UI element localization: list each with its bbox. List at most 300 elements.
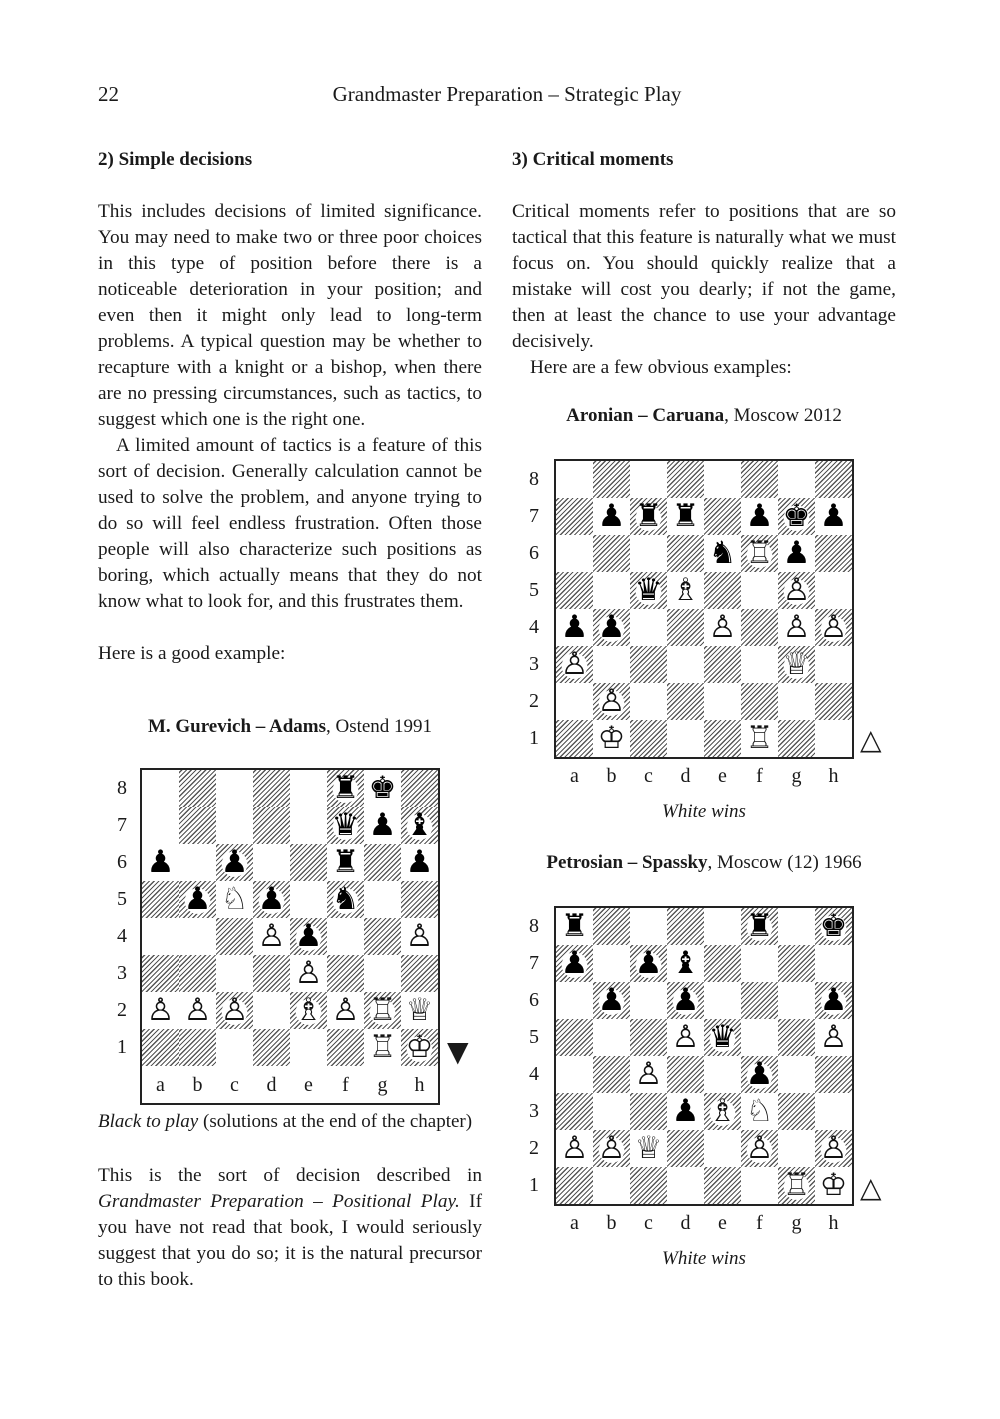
black-knight-icon: ♞ bbox=[708, 535, 737, 571]
file-label: g bbox=[791, 765, 802, 787]
square-a7 bbox=[556, 945, 593, 982]
square-b1 bbox=[216, 1029, 253, 1066]
square-a8 bbox=[556, 461, 593, 498]
square-b2 bbox=[593, 1130, 630, 1167]
file-label: c bbox=[644, 765, 653, 787]
square-b4 bbox=[593, 1056, 630, 1093]
square-c5 bbox=[630, 1019, 667, 1056]
square-d4 bbox=[667, 609, 704, 646]
square-d5 bbox=[667, 1019, 704, 1056]
square-b7 bbox=[593, 498, 630, 535]
square-e5 bbox=[704, 572, 741, 609]
white-pawn-icon: ♙ bbox=[782, 572, 811, 608]
square-c3 bbox=[630, 646, 667, 683]
file-label: e bbox=[718, 765, 727, 787]
square-c6 bbox=[253, 844, 290, 881]
chess-board-aronian-caruana bbox=[554, 459, 854, 759]
square-g7 bbox=[401, 807, 438, 844]
black-king-icon: ♚ bbox=[368, 770, 397, 806]
black-rook-icon: ♜ bbox=[560, 908, 589, 944]
square-g7 bbox=[778, 945, 815, 982]
square-g1 bbox=[778, 720, 815, 757]
black-pawn-icon: ♟ bbox=[634, 945, 663, 981]
square-h6 bbox=[815, 535, 852, 572]
black-queen-icon: ♛ bbox=[331, 807, 360, 843]
verdict-note: (solutions at the end of the chapter) bbox=[198, 1111, 473, 1132]
square-f5 bbox=[741, 1019, 778, 1056]
file-label: d bbox=[680, 1212, 691, 1234]
game-caption bbox=[512, 405, 896, 427]
square-f8 bbox=[741, 908, 778, 945]
square-b8 bbox=[593, 461, 630, 498]
square-c4 bbox=[630, 1056, 667, 1093]
square-h4 bbox=[815, 609, 852, 646]
paragraph: A limited amount of tactics is a feature of this sort of decision. Generally calculation cannot be used to solve the problem, and anyone trying to do so will feel endless frustration. Often those people will also characterize such positions as boring, which actually means that they do not know what to look for, and this frustrates them. bbox=[98, 435, 482, 612]
square-d8 bbox=[253, 770, 290, 807]
black-pawn-icon: ♟ bbox=[745, 1056, 774, 1092]
black-pawn-icon: ♟ bbox=[405, 844, 434, 880]
rank-label: 8 bbox=[529, 915, 539, 937]
black-pawn-icon: ♟ bbox=[560, 945, 589, 981]
square-a2 bbox=[556, 683, 593, 720]
black-rook-icon: ♜ bbox=[331, 844, 360, 880]
file-label: b bbox=[606, 765, 617, 787]
square-c6 bbox=[630, 982, 667, 1019]
black-pawn-icon: ♟ bbox=[671, 982, 700, 1018]
rank-label: 3 bbox=[529, 653, 539, 675]
square-f5 bbox=[364, 881, 401, 918]
white-pawn-icon: ♙ bbox=[819, 609, 848, 645]
white-rook-icon: ♖ bbox=[368, 1029, 397, 1065]
square-g5 bbox=[778, 1019, 815, 1056]
square-a4 bbox=[556, 1056, 593, 1093]
black-pawn-icon: ♟ bbox=[597, 609, 626, 645]
black-pawn-icon: ♟ bbox=[745, 498, 774, 534]
game-players: Petrosian – Spassky bbox=[546, 852, 708, 873]
paragraph: Here is a good example: bbox=[98, 643, 286, 664]
rank-label: 6 bbox=[529, 989, 539, 1011]
white-pawn-icon: ♙ bbox=[405, 918, 434, 954]
white-bishop-icon: ♗ bbox=[671, 572, 700, 608]
square-g2 bbox=[401, 992, 438, 1029]
board-verdict: White wins bbox=[662, 1248, 746, 1269]
square-e6 bbox=[704, 535, 741, 572]
square-d1 bbox=[667, 720, 704, 757]
square-c8 bbox=[630, 461, 667, 498]
square-f6 bbox=[741, 982, 778, 1019]
square-c2 bbox=[630, 1130, 667, 1167]
file-label: f bbox=[756, 765, 763, 787]
running-title: Grandmaster Preparation – Strategic Play bbox=[332, 82, 682, 106]
square-g4 bbox=[778, 609, 815, 646]
right-column bbox=[512, 147, 896, 381]
square-h2 bbox=[142, 1029, 179, 1066]
game-caption bbox=[512, 852, 896, 874]
game-players: Aronian – Caruana bbox=[566, 405, 725, 426]
rank-label: 8 bbox=[529, 468, 539, 490]
black-rook-icon: ♜ bbox=[671, 498, 700, 534]
square-g8 bbox=[778, 461, 815, 498]
rank-label: 3 bbox=[117, 962, 127, 984]
file-label: a bbox=[570, 765, 579, 787]
square-e2 bbox=[327, 992, 364, 1029]
square-g7 bbox=[778, 498, 815, 535]
square-g3 bbox=[778, 646, 815, 683]
square-g2 bbox=[778, 1130, 815, 1167]
square-d6 bbox=[290, 844, 327, 881]
white-pawn-icon: ♙ bbox=[597, 683, 626, 719]
square-undefined8 bbox=[142, 807, 179, 844]
rank-label: 3 bbox=[529, 1100, 539, 1122]
square-h2 bbox=[815, 683, 852, 720]
square-e2 bbox=[704, 683, 741, 720]
file-label: a bbox=[156, 1074, 165, 1096]
game-event: , Ostend 1991 bbox=[325, 716, 433, 737]
file-label: c bbox=[644, 1212, 653, 1234]
game-caption bbox=[98, 716, 482, 738]
square-e2 bbox=[704, 1130, 741, 1167]
board-verdict: White wins bbox=[662, 801, 746, 822]
square-a4 bbox=[179, 918, 216, 955]
square-c1 bbox=[630, 1167, 667, 1204]
square-d2 bbox=[667, 683, 704, 720]
square-e5 bbox=[704, 1019, 741, 1056]
verdict-italic: Black to play bbox=[98, 1111, 199, 1132]
square-e3 bbox=[704, 646, 741, 683]
square-g6 bbox=[401, 844, 438, 881]
square-h7 bbox=[815, 498, 852, 535]
rank-label: 7 bbox=[529, 505, 539, 527]
rank-label: 7 bbox=[529, 952, 539, 974]
file-label: c bbox=[230, 1074, 239, 1096]
square-b8 bbox=[179, 770, 216, 807]
square-h3 bbox=[815, 646, 852, 683]
text-run: This is the sort of decision described in bbox=[98, 1165, 482, 1186]
white-pawn-icon: ♙ bbox=[782, 609, 811, 645]
black-rook-icon: ♜ bbox=[634, 498, 663, 534]
rank-label: 1 bbox=[117, 1036, 127, 1058]
square-e8 bbox=[704, 908, 741, 945]
rank-label: 1 bbox=[529, 1174, 539, 1196]
square-b1 bbox=[593, 1167, 630, 1204]
square-b7 bbox=[216, 807, 253, 844]
white-pawn-icon: ♙ bbox=[560, 646, 589, 682]
black-pawn-icon: ♟ bbox=[819, 982, 848, 1018]
square-e8 bbox=[290, 770, 327, 807]
rank-label: 5 bbox=[529, 1026, 539, 1048]
paragraph: Here are a few obvious examples: bbox=[530, 357, 792, 378]
black-to-move-icon: ▼ bbox=[447, 1035, 469, 1068]
square-a1 bbox=[179, 1029, 216, 1066]
square-f1 bbox=[741, 1167, 778, 1204]
square-b2 bbox=[216, 992, 253, 1029]
black-rook-icon: ♜ bbox=[745, 908, 774, 944]
square-h5 bbox=[815, 1019, 852, 1056]
black-pawn-icon: ♟ bbox=[368, 807, 397, 843]
white-pawn-icon: ♙ bbox=[819, 1019, 848, 1055]
rank-label: 4 bbox=[529, 1063, 539, 1085]
paragraph: This includes decisions of limited significance. You may need to make two or three poor choices in this type of position before there is a noticeable deterioration in your position; and even then it might only lead to long-term problems. A typical question may be whether to recapture with a knight or a bishop, when there are no pressing circumstances, such as tactics, to suggest which one is the right one. bbox=[98, 201, 482, 430]
text-run: If you have not read that book, I would seriously suggest that you do so; it is the natural precursor to this book. bbox=[98, 1191, 482, 1290]
square-c4 bbox=[253, 918, 290, 955]
square-e7 bbox=[704, 498, 741, 535]
rank-label: 2 bbox=[529, 1137, 539, 1159]
square-e8 bbox=[704, 461, 741, 498]
square-c2 bbox=[630, 683, 667, 720]
square-d1 bbox=[667, 1167, 704, 1204]
black-bishop-icon: ♝ bbox=[405, 807, 434, 843]
square-f7 bbox=[741, 498, 778, 535]
square-b6 bbox=[593, 535, 630, 572]
square-f4 bbox=[364, 918, 401, 955]
square-a4 bbox=[556, 609, 593, 646]
black-king-icon: ♚ bbox=[782, 498, 811, 534]
square-g8 bbox=[364, 770, 401, 807]
black-rook-icon: ♜ bbox=[331, 770, 360, 806]
square-c4 bbox=[630, 609, 667, 646]
black-pawn-icon: ♟ bbox=[220, 844, 249, 880]
square-b4 bbox=[593, 609, 630, 646]
rank-label: 2 bbox=[117, 999, 127, 1021]
square-g3 bbox=[401, 955, 438, 992]
white-pawn-icon: ♙ bbox=[294, 955, 323, 991]
white-pawn-icon: ♙ bbox=[560, 1130, 589, 1166]
square-c8 bbox=[216, 770, 253, 807]
white-pawn-icon: ♙ bbox=[257, 918, 286, 954]
square-a6 bbox=[556, 535, 593, 572]
black-pawn-icon: ♟ bbox=[294, 918, 323, 954]
black-king-icon: ♚ bbox=[819, 908, 848, 944]
white-to-move-icon: △ bbox=[860, 723, 882, 756]
square-e1 bbox=[704, 1167, 741, 1204]
rank-label: 4 bbox=[117, 925, 127, 947]
square-h7 bbox=[142, 844, 179, 881]
square-e3 bbox=[327, 955, 364, 992]
rank-label: 7 bbox=[117, 814, 127, 836]
rank-label: 6 bbox=[117, 851, 127, 873]
square-h4 bbox=[815, 1056, 852, 1093]
square-g6 bbox=[778, 535, 815, 572]
square-c5 bbox=[630, 572, 667, 609]
square-f1 bbox=[741, 720, 778, 757]
file-label: h bbox=[414, 1074, 425, 1096]
square-e4 bbox=[704, 1056, 741, 1093]
square-f8 bbox=[741, 461, 778, 498]
square-c2 bbox=[253, 992, 290, 1029]
white-queen-icon: ♕ bbox=[634, 1130, 663, 1166]
file-label: d bbox=[266, 1074, 277, 1096]
square-d4 bbox=[290, 918, 327, 955]
square-b8 bbox=[593, 908, 630, 945]
file-label: g bbox=[791, 1212, 802, 1234]
book-title: Grandmaster Preparation – Positional Play. bbox=[98, 1191, 460, 1212]
square-b3 bbox=[593, 1093, 630, 1130]
rank-label: 4 bbox=[529, 616, 539, 638]
white-bishop-icon: ♗ bbox=[708, 1093, 737, 1129]
square-f1 bbox=[364, 1029, 401, 1066]
square-e4 bbox=[327, 918, 364, 955]
black-pawn-icon: ♟ bbox=[183, 881, 212, 917]
black-pawn-icon: ♟ bbox=[560, 609, 589, 645]
rank-label: 2 bbox=[529, 690, 539, 712]
file-label: e bbox=[718, 1212, 727, 1234]
rank-label: 5 bbox=[529, 579, 539, 601]
square-e5 bbox=[327, 881, 364, 918]
game-players: M. Gurevich – Adams bbox=[147, 716, 326, 737]
square-h7 bbox=[815, 945, 852, 982]
white-knight-icon: ♘ bbox=[745, 1093, 774, 1129]
square-b5 bbox=[593, 1019, 630, 1056]
square-a1 bbox=[556, 1167, 593, 1204]
square-c7 bbox=[630, 945, 667, 982]
left-column-bottom bbox=[98, 1163, 482, 1293]
square-a5 bbox=[556, 1019, 593, 1056]
square-b5 bbox=[593, 572, 630, 609]
section-heading-simple-decisions: 2) Simple decisions bbox=[98, 149, 253, 170]
square-a5 bbox=[179, 881, 216, 918]
square-a6 bbox=[556, 982, 593, 1019]
white-pawn-icon: ♙ bbox=[708, 609, 737, 645]
square-a2 bbox=[556, 1130, 593, 1167]
square-h6 bbox=[142, 881, 179, 918]
file-label: f bbox=[342, 1074, 349, 1096]
square-g1 bbox=[778, 1167, 815, 1204]
file-label: b bbox=[606, 1212, 617, 1234]
square-b1 bbox=[593, 720, 630, 757]
square-a6 bbox=[179, 844, 216, 881]
white-rook-icon: ♖ bbox=[745, 535, 774, 571]
square-f3 bbox=[364, 955, 401, 992]
chess-board-gurevich-adams bbox=[140, 768, 440, 1105]
square-e4 bbox=[704, 609, 741, 646]
square-e1 bbox=[327, 1029, 364, 1066]
square-a2 bbox=[179, 992, 216, 1029]
square-g6 bbox=[778, 982, 815, 1019]
square-c8 bbox=[630, 908, 667, 945]
black-pawn-icon: ♟ bbox=[782, 535, 811, 571]
square-g8 bbox=[778, 908, 815, 945]
black-bishop-icon: ♝ bbox=[671, 945, 700, 981]
white-rook-icon: ♖ bbox=[368, 992, 397, 1028]
white-pawn-icon: ♙ bbox=[745, 1130, 774, 1166]
square-a5 bbox=[556, 572, 593, 609]
square-a8 bbox=[142, 770, 179, 807]
square-a3 bbox=[179, 955, 216, 992]
rank-label: 5 bbox=[117, 888, 127, 910]
square-h5 bbox=[142, 918, 179, 955]
square-d3 bbox=[667, 1093, 704, 1130]
square-g5 bbox=[778, 572, 815, 609]
square-d2 bbox=[290, 992, 327, 1029]
square-e6 bbox=[327, 844, 364, 881]
square-c5 bbox=[253, 881, 290, 918]
square-c3 bbox=[630, 1093, 667, 1130]
white-queen-icon: ♕ bbox=[405, 992, 434, 1028]
square-a3 bbox=[556, 646, 593, 683]
square-b3 bbox=[216, 955, 253, 992]
black-pawn-icon: ♟ bbox=[597, 498, 626, 534]
black-pawn-icon: ♟ bbox=[819, 498, 848, 534]
white-pawn-icon: ♙ bbox=[220, 992, 249, 1028]
square-d1 bbox=[290, 1029, 327, 1066]
square-g4 bbox=[401, 918, 438, 955]
black-pawn-icon: ♟ bbox=[597, 982, 626, 1018]
square-d8 bbox=[667, 461, 704, 498]
game-event: , Moscow (12) 1966 bbox=[707, 852, 862, 873]
square-f2 bbox=[364, 992, 401, 1029]
square-f3 bbox=[741, 646, 778, 683]
square-f4 bbox=[741, 1056, 778, 1093]
section-heading-critical-moments: 3) Critical moments bbox=[512, 149, 674, 170]
white-to-move-icon: △ bbox=[860, 1171, 882, 1204]
square-c7 bbox=[253, 807, 290, 844]
square-c1 bbox=[630, 720, 667, 757]
square-a7 bbox=[556, 498, 593, 535]
square-c6 bbox=[630, 535, 667, 572]
square-e7 bbox=[327, 807, 364, 844]
paragraph: Critical moments refer to positions that are so tactical that this feature is naturally what we must focus on. You should quickly realize that a mistake will cost you dearly; if not the game, then at least the chance to use your advantage decisively. bbox=[512, 201, 896, 352]
square-b6 bbox=[593, 982, 630, 1019]
square-g5 bbox=[401, 881, 438, 918]
page-number: 22 bbox=[98, 82, 119, 106]
square-g4 bbox=[778, 1056, 815, 1093]
square-d7 bbox=[290, 807, 327, 844]
square-c3 bbox=[253, 955, 290, 992]
file-label: h bbox=[828, 1212, 839, 1234]
square-d5 bbox=[290, 881, 327, 918]
square-d4 bbox=[667, 1056, 704, 1093]
square-e6 bbox=[704, 982, 741, 1019]
square-c1 bbox=[253, 1029, 290, 1066]
file-label: h bbox=[828, 765, 839, 787]
square-b2 bbox=[593, 683, 630, 720]
file-label: d bbox=[680, 765, 691, 787]
square-h1 bbox=[815, 720, 852, 757]
square-g3 bbox=[778, 1093, 815, 1130]
white-queen-icon: ♕ bbox=[782, 646, 811, 682]
black-pawn-icon: ♟ bbox=[257, 881, 286, 917]
white-pawn-icon: ♙ bbox=[146, 992, 175, 1028]
square-d7 bbox=[667, 498, 704, 535]
square-h8 bbox=[815, 908, 852, 945]
file-label: e bbox=[304, 1074, 313, 1096]
square-e3 bbox=[704, 1093, 741, 1130]
square-h5 bbox=[815, 572, 852, 609]
square-h3 bbox=[815, 1093, 852, 1130]
square-f6 bbox=[741, 535, 778, 572]
rank-label: 1 bbox=[529, 727, 539, 749]
square-h2 bbox=[815, 1130, 852, 1167]
square-d6 bbox=[667, 982, 704, 1019]
square-e1 bbox=[704, 720, 741, 757]
square-f6 bbox=[364, 844, 401, 881]
white-pawn-icon: ♙ bbox=[597, 1130, 626, 1166]
white-knight-icon: ♘ bbox=[220, 881, 249, 917]
white-pawn-icon: ♙ bbox=[671, 1019, 700, 1055]
white-pawn-icon: ♙ bbox=[819, 1130, 848, 1166]
square-d7 bbox=[667, 945, 704, 982]
square-b6 bbox=[216, 844, 253, 881]
white-pawn-icon: ♙ bbox=[183, 992, 212, 1028]
square-f2 bbox=[741, 683, 778, 720]
white-king-icon: ♔ bbox=[405, 1029, 434, 1065]
white-pawn-icon: ♙ bbox=[331, 992, 360, 1028]
white-rook-icon: ♖ bbox=[745, 720, 774, 756]
rank-label: 6 bbox=[529, 542, 539, 564]
square-f2 bbox=[741, 1130, 778, 1167]
square-b7 bbox=[593, 945, 630, 982]
chess-board-petrosian-spassky bbox=[554, 906, 854, 1206]
